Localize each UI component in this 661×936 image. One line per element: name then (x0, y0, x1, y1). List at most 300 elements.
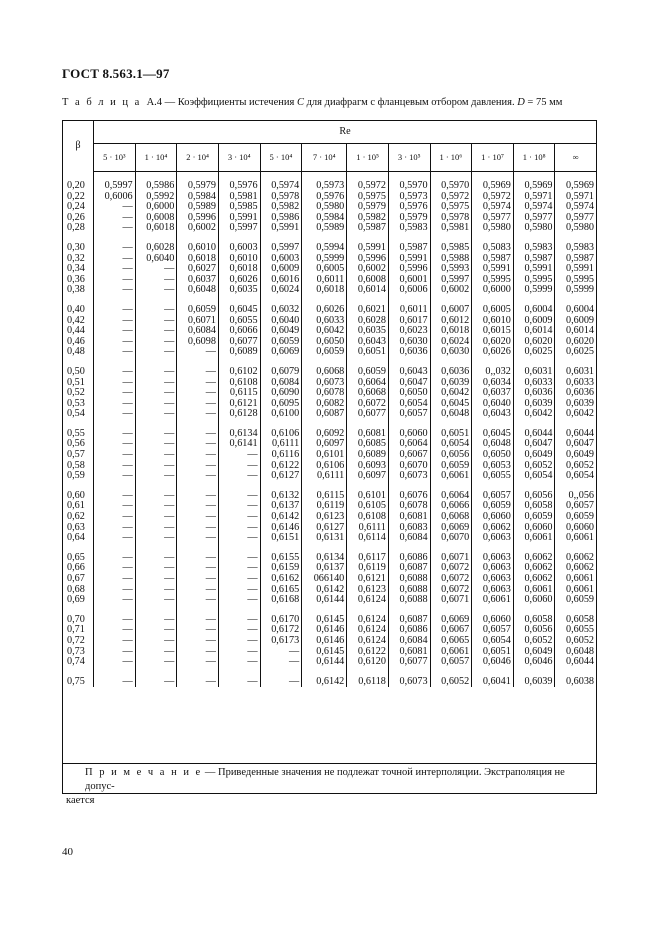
coefficient-cell: 0,6052 (513, 461, 555, 472)
coefficient-cell: 0,5991 (472, 264, 514, 275)
coefficient-cell: — (218, 471, 260, 482)
caption-text-middle: для диафрагм с фланцевым отбором давления. (303, 97, 518, 108)
coefficient-cell: — (135, 347, 177, 358)
coefficient-cell: 0,5984 (177, 192, 219, 203)
coefficient-cell: 0,5973 (302, 172, 347, 192)
coefficient-cell: 0,6162 (260, 574, 302, 585)
coefficient-cell: 0,6089 (218, 347, 260, 358)
coefficient-cell: 0,6077 (218, 337, 260, 348)
coefficient-cell: 0,5978 (260, 192, 302, 203)
coefficient-cell: — (135, 471, 177, 482)
coefficient-cell: 0,5999 (302, 254, 347, 265)
coefficient-cell: 0,5974 (260, 172, 302, 192)
coefficient-cell: — (177, 625, 219, 636)
coefficient-cell: — (260, 647, 302, 658)
beta-cell: 0,62 (63, 512, 94, 523)
coefficient-cell: 0,6127 (302, 523, 347, 534)
coefficient-cell: 0,6047 (388, 378, 430, 389)
coefficient-cell: — (177, 439, 219, 450)
coefficient-cell: 0,6047 (513, 439, 555, 450)
coefficient-cell: 0,6040 (472, 399, 514, 410)
table-row (63, 172, 596, 192)
coefficient-cell: 0,6059 (347, 358, 389, 378)
coefficient-cell: 0,6030 (388, 337, 430, 348)
beta-cell: 0,60 (63, 482, 94, 502)
coefficient-cell: 0,6067 (430, 625, 472, 636)
coefficient-cell: 0,5969 (472, 172, 514, 192)
coefficient-cell: 0,6079 (260, 358, 302, 378)
coefficient-cell: 0,6082 (302, 399, 347, 410)
coefficient-cell: 0,6119 (347, 563, 389, 574)
note-text: — Приведенные значения не подлежат точной интерполяции. Экстраполяция не допус- (85, 767, 565, 792)
table-row (63, 606, 596, 626)
coefficient-cell: 0,6053 (472, 461, 514, 472)
coefficient-cell: 0,6069 (260, 347, 302, 358)
re-column-header: 3 · 10⁴ (218, 144, 260, 172)
coefficient-cell: — (218, 450, 260, 461)
coefficient-cell: 0,6014 (347, 285, 389, 296)
table-note (62, 764, 597, 806)
coefficient-cell: — (177, 399, 219, 410)
coefficient-cell: 0,6092 (302, 420, 347, 440)
coefficient-cell: 0,6048 (430, 409, 472, 420)
coefficient-cell: 0,6018 (218, 264, 260, 275)
table-row (63, 223, 596, 234)
coefficient-cell: 0,6009 (260, 264, 302, 275)
coefficient-cell: 0,6005 (302, 264, 347, 275)
coefficient-cell: — (135, 378, 177, 389)
beta-cell: 0,22 (63, 192, 94, 203)
coefficient-cell: 0,6146 (302, 625, 347, 636)
coefficient-cell: — (218, 636, 260, 647)
coefficient-cell: 0,6097 (347, 471, 389, 482)
coefficient-cell: 0,6048 (177, 285, 219, 296)
coefficient-cell: 0,6062 (565, 562, 594, 574)
coefficient-cell: 0,6060 (388, 420, 430, 440)
coefficient-cell: 0,6063 (472, 585, 514, 596)
coefficient-cell: — (218, 533, 260, 544)
coefficient-cell: — (94, 213, 136, 224)
coefficient-cell: 0,6044 (565, 656, 594, 668)
coefficient-cell: 0,6018 (430, 326, 472, 337)
coefficient-cell: 0,5994 (302, 234, 347, 254)
coefficient-cell: — (94, 606, 136, 626)
re-column-header: 1 · 10⁴ (135, 144, 177, 172)
coefficient-cell: 0,6020 (565, 335, 594, 347)
coefficient-cell: 0,6050 (388, 388, 430, 399)
coefficient-cell: 0,6102 (218, 358, 260, 378)
table-row (63, 533, 596, 544)
coefficient-cell: — (94, 399, 136, 410)
coefficient-cell: 0,6051 (430, 420, 472, 440)
coefficient-cell: 0,5971 (565, 190, 594, 202)
coefficient-cell: 0,6172 (260, 625, 302, 636)
coefficient-cell: — (94, 544, 136, 564)
beta-cell: 0,65 (63, 544, 94, 564)
coefficient-cell: 0,6145 (302, 647, 347, 658)
coefficient-cell: 0,6086 (388, 544, 430, 564)
beta-column-header: β (63, 121, 94, 172)
coefficient-cell: 0,6039 (513, 399, 555, 410)
coefficient-cell: — (218, 574, 260, 585)
re-column-header: 5 · 10³ (94, 144, 136, 172)
coefficient-cell: 0,6060 (513, 523, 555, 534)
re-column-header: ∞ (555, 144, 596, 172)
coefficient-cell: 0,5983 (565, 241, 594, 253)
coefficient-cell: 0,6049 (513, 450, 555, 461)
coefficient-cell: 0,5980 (302, 202, 347, 213)
re-column-header: 1 · 10⁶ (430, 144, 472, 172)
coefficient-cell: 0,6124 (347, 606, 389, 626)
coefficient-cell: — (135, 533, 177, 544)
coefficient-cell: 0,6061 (513, 533, 555, 544)
coefficient-cell: 0,6055 (472, 471, 514, 482)
coefficient-cell: — (177, 512, 219, 523)
coefficient-cell: — (260, 657, 302, 668)
coefficient-cell: 0,6049 (260, 326, 302, 337)
coefficient-cell: 0,6021 (347, 296, 389, 316)
coefficient-cell: 0,6056 (513, 625, 555, 636)
coefficient-cell: 0,6060 (472, 606, 514, 626)
coefficient-cell: — (94, 647, 136, 658)
re-column-header: 2 · 10⁴ (177, 144, 219, 172)
coefficient-cell: — (135, 399, 177, 410)
coefficient-cell: 0,6073 (388, 471, 430, 482)
coefficient-cell: 0,6039 (430, 378, 472, 389)
coefficient-cell: 0,6064 (388, 439, 430, 450)
coefficient-cell: 0,6052 (430, 668, 472, 688)
coefficient-cell: 0,6077 (347, 409, 389, 420)
coefficient-cell: 0,6059 (430, 461, 472, 472)
coefficient-cell: 0,5972 (430, 192, 472, 203)
coefficient-cell: 0,6070 (430, 533, 472, 544)
coefficient-cell: 0,6068 (430, 512, 472, 523)
coefficient-cell: 0,6137 (302, 563, 347, 574)
coefficient-cell: — (135, 512, 177, 523)
beta-cell: 0,74 (63, 657, 94, 668)
coefficient-cell: 0,6055 (565, 624, 594, 636)
coefficient-cell: 0,6016 (260, 275, 302, 286)
coefficient-cell: 0,6070 (388, 461, 430, 472)
coefficient-cell: — (94, 450, 136, 461)
coefficient-cell: 0,6008 (347, 275, 389, 286)
coefficient-table-frame (62, 120, 597, 764)
beta-cell: 0,73 (63, 647, 94, 658)
coefficient-cell: 0,6101 (347, 482, 389, 502)
coefficient-cell: — (135, 501, 177, 512)
coefficient-cell: 0,6057 (472, 625, 514, 636)
beta-cell: 0,63 (63, 523, 94, 534)
coefficient-cell: — (135, 409, 177, 420)
beta-cell: 0,54 (63, 409, 94, 420)
coefficient-cell: 0,5969 (513, 172, 555, 192)
coefficient-cell: 0,6062 (513, 574, 555, 585)
coefficient-cell: — (94, 668, 136, 688)
coefficient-cell: 0,6044 (565, 427, 594, 439)
coefficient-cell: 0,5992 (135, 192, 177, 203)
coefficient-cell: 0,6066 (430, 501, 472, 512)
coefficient-cell: 0,5977 (513, 213, 555, 224)
coefficient-cell: 0,6115 (218, 388, 260, 399)
coefficient-cell: 0,6101 (302, 450, 347, 461)
coefficient-cell: 0,6165 (260, 585, 302, 596)
coefficient-cell: 0,6010 (177, 234, 219, 254)
coefficient-cell: 0,6045 (218, 296, 260, 316)
coefficient-cell: 0,6159 (260, 563, 302, 574)
coefficient-cell: 0,6093 (347, 461, 389, 472)
coefficient-cell: — (135, 296, 177, 316)
coefficient-cell: 0,5972 (347, 172, 389, 192)
coefficient-cell: — (135, 574, 177, 585)
coefficient-cell: 0,6001 (388, 275, 430, 286)
coefficient-cell: 0,6048 (565, 645, 594, 657)
coefficient-cell: 0,5974 (513, 202, 555, 213)
beta-cell: 0,59 (63, 471, 94, 482)
coefficient-cell: — (218, 668, 260, 688)
coefficient-cell: 0,6059 (302, 347, 347, 358)
coefficient-cell: — (177, 409, 219, 420)
coefficient-cell: 0,6123 (302, 512, 347, 523)
re-group-header: Re (94, 121, 597, 144)
coefficient-cell: 0,6046 (472, 657, 514, 668)
coefficient-cell: 0,6134 (302, 544, 347, 564)
coefficient-cell: 0,6026 (302, 296, 347, 316)
coefficient-cell: 0,6028 (347, 316, 389, 327)
beta-cell: 0,67 (63, 574, 94, 585)
coefficient-cell: 0,5983 (388, 223, 430, 234)
beta-cell: 0,70 (63, 606, 94, 626)
coefficient-cell: 0,6054 (472, 636, 514, 647)
coefficient-cell: 0,5982 (347, 213, 389, 224)
coefficient-table (63, 121, 596, 687)
coefficient-cell: — (135, 647, 177, 658)
coefficient-cell: — (94, 202, 136, 213)
coefficient-cell: — (135, 326, 177, 337)
coefficient-cell: 0,6072 (430, 574, 472, 585)
coefficient-cell: 0,6050 (302, 337, 347, 348)
coefficient-cell: 0,6051 (472, 647, 514, 658)
coefficient-cell: 0,5982 (260, 202, 302, 213)
coefficient-cell: — (135, 264, 177, 275)
coefficient-cell: 0,6018 (177, 254, 219, 265)
beta-cell: 0,61 (63, 501, 94, 512)
coefficient-cell: 0,5981 (430, 223, 472, 234)
coefficient-cell: — (94, 501, 136, 512)
beta-cell: 0,53 (63, 399, 94, 410)
coefficient-cell: 0,6144 (302, 657, 347, 668)
beta-cell: 0,38 (63, 285, 94, 296)
coefficient-cell: 0,6111 (260, 439, 302, 450)
coefficient-cell: 0,6068 (347, 388, 389, 399)
coefficient-cell: 0,6084 (388, 533, 430, 544)
caption-text: А.4 — Коэффициенты истечения (146, 97, 297, 108)
coefficient-cell: 0,6027 (177, 264, 219, 275)
coefficient-cell: 0,6072 (430, 585, 472, 596)
coefficient-cell: 0,6010 (218, 254, 260, 265)
coefficient-cell: 0,6087 (302, 409, 347, 420)
coefficient-cell: 0,6003 (218, 234, 260, 254)
coefficient-cell: 0,6057 (430, 657, 472, 668)
beta-cell: 0,58 (63, 461, 94, 472)
coefficient-cell: 0,6066 (218, 326, 260, 337)
coefficient-cell: — (135, 668, 177, 688)
coefficient-cell: 0,6034 (472, 378, 514, 389)
coefficient-cell: 0,6173 (260, 636, 302, 647)
coefficient-cell: — (218, 461, 260, 472)
coefficient-cell: — (135, 285, 177, 296)
coefficient-cell: 0,6071 (430, 595, 472, 606)
beta-cell: 0,20 (63, 172, 94, 192)
coefficient-cell: 0,5996 (177, 213, 219, 224)
beta-cell: 0,55 (63, 420, 94, 440)
coefficient-cell: 0,6061 (430, 471, 472, 482)
coefficient-cell: 0,6004 (513, 296, 555, 316)
coefficient-cell: 0,6106 (260, 420, 302, 440)
caption-var-c: C (296, 97, 304, 108)
coefficient-cell: — (218, 595, 260, 606)
coefficient-cell: 0,6017 (388, 316, 430, 327)
coefficient-cell: 0,6036 (388, 347, 430, 358)
coefficient-cell: 0,6043 (388, 358, 430, 378)
coefficient-cell: 0,6088 (388, 595, 430, 606)
coefficient-cell: 0,6000 (135, 202, 177, 213)
beta-cell: 0,66 (63, 563, 94, 574)
coefficient-cell: 0,6026 (218, 275, 260, 286)
coefficient-cell: 0,6028 (135, 234, 177, 254)
coefficient-cell: — (135, 544, 177, 564)
coefficient-cell: 0,6090 (260, 388, 302, 399)
coefficient-cell: 0,6170 (260, 606, 302, 626)
coefficient-cell: 0,6050 (472, 450, 514, 461)
coefficient-cell: 0,6037 (177, 275, 219, 286)
coefficient-cell: — (94, 285, 136, 296)
beta-cell: 0,52 (63, 388, 94, 399)
coefficient-cell: 0,6145 (302, 606, 347, 626)
coefficient-cell: — (135, 275, 177, 286)
coefficient-cell: — (135, 316, 177, 327)
coefficient-cell: 0,6059 (260, 337, 302, 348)
coefficient-cell: 0,6036 (513, 388, 555, 399)
coefficient-cell: 0,6058 (565, 613, 594, 625)
coefficient-cell: 0,6124 (347, 595, 389, 606)
coefficient-cell: 0,6010 (472, 316, 514, 327)
re-columns-row (63, 144, 596, 172)
coefficient-cell: 0,6124 (347, 636, 389, 647)
coefficient-cell: — (94, 636, 136, 647)
coefficient-cell: — (177, 647, 219, 658)
coefficient-cell: 0,6071 (177, 316, 219, 327)
coefficient-cell: 0,6061 (513, 585, 555, 596)
coefficient-cell: — (94, 461, 136, 472)
document-code: ГОСТ 8.563.1—97 (62, 66, 170, 81)
coefficient-cell: 0,6142 (260, 512, 302, 523)
coefficient-cell: 0,6002 (347, 264, 389, 275)
coefficient-cell: 0,6057 (472, 482, 514, 502)
coefficient-cell: — (94, 625, 136, 636)
beta-cell: 0,44 (63, 326, 94, 337)
coefficient-cell: 0,6144 (302, 595, 347, 606)
coefficient-cell: 066140 (302, 574, 347, 585)
coefficient-cell: 0,6098 (177, 337, 219, 348)
coefficient-cell: — (94, 316, 136, 327)
re-column-header: 1 · 10⁵ (347, 144, 389, 172)
coefficient-cell: 0,5980 (472, 223, 514, 234)
coefficient-cell: 0,6078 (388, 501, 430, 512)
coefficient-cell: — (218, 606, 260, 626)
coefficient-cell: — (177, 420, 219, 440)
coefficient-cell: — (218, 512, 260, 523)
coefficient-cell: — (135, 625, 177, 636)
coefficient-cell: 0,6097 (302, 439, 347, 450)
coefficient-cell: — (135, 585, 177, 596)
table-row (63, 296, 596, 316)
coefficient-cell: 0,6072 (430, 563, 472, 574)
table-row (63, 347, 596, 358)
coefficient-cell: 0,6062 (472, 523, 514, 534)
beta-cell: 0,40 (63, 296, 94, 316)
coefficient-cell: 0,6087 (388, 606, 430, 626)
coefficient-cell: 0,5976 (218, 172, 260, 192)
coefficient-cell: 0,6024 (260, 285, 302, 296)
caption-var-d: D (517, 97, 525, 108)
coefficient-cell: — (177, 501, 219, 512)
coefficient-cell: 0,6048 (472, 439, 514, 450)
coefficient-cell: 0,6061 (565, 532, 594, 544)
coefficient-cell: 0,5999 (565, 284, 594, 296)
coefficient-cell: 0,6081 (388, 512, 430, 523)
coefficient-cell: 0,6064 (347, 378, 389, 389)
coefficient-cell: 0,6006 (94, 192, 136, 203)
coefficient-cell: 0,,056 (568, 489, 594, 501)
coefficient-cell: 0,5977 (472, 213, 514, 224)
coefficient-cell: 0,5083 (472, 234, 514, 254)
coefficient-cell: 0,6006 (388, 285, 430, 296)
coefficient-cell: — (94, 326, 136, 337)
coefficient-cell: 0,6061 (565, 583, 594, 595)
coefficient-cell: 0,5991 (347, 234, 389, 254)
coefficient-cell: 0,5985 (218, 202, 260, 213)
beta-cell: 0,24 (63, 202, 94, 213)
coefficient-cell: 0,6002 (177, 223, 219, 234)
table-head (63, 121, 596, 172)
table-caption (62, 97, 622, 108)
coefficient-cell: 0,6118 (347, 668, 389, 688)
coefficient-cell: 0,6035 (218, 285, 260, 296)
beta-cell: 0,32 (63, 254, 94, 265)
coefficient-cell: 0,6089 (347, 450, 389, 461)
coefficient-cell: 0,5997 (218, 223, 260, 234)
coefficient-cell: 0,6088 (388, 585, 430, 596)
coefficient-cell: 0,5987 (347, 223, 389, 234)
coefficient-cell: 0,5996 (347, 254, 389, 265)
coefficient-cell: — (94, 388, 136, 399)
coefficient-cell: — (94, 512, 136, 523)
beta-cell: 0,68 (63, 585, 94, 596)
coefficient-cell: 0,5978 (430, 213, 472, 224)
coefficient-cell: 0,6105 (347, 501, 389, 512)
table-row (63, 574, 596, 585)
coefficient-cell: 0,6114 (347, 533, 389, 544)
coefficient-cell: 0,5989 (302, 223, 347, 234)
coefficient-cell: 0,6040 (260, 316, 302, 327)
table-row (63, 595, 596, 606)
coefficient-cell: 0,5991 (565, 263, 594, 275)
coefficient-cell: — (177, 523, 219, 534)
coefficient-cell: — (94, 420, 136, 440)
coefficient-cell: 0,6064 (430, 482, 472, 502)
coefficient-cell: 0,6059 (513, 512, 555, 523)
coefficient-cell: — (135, 461, 177, 472)
